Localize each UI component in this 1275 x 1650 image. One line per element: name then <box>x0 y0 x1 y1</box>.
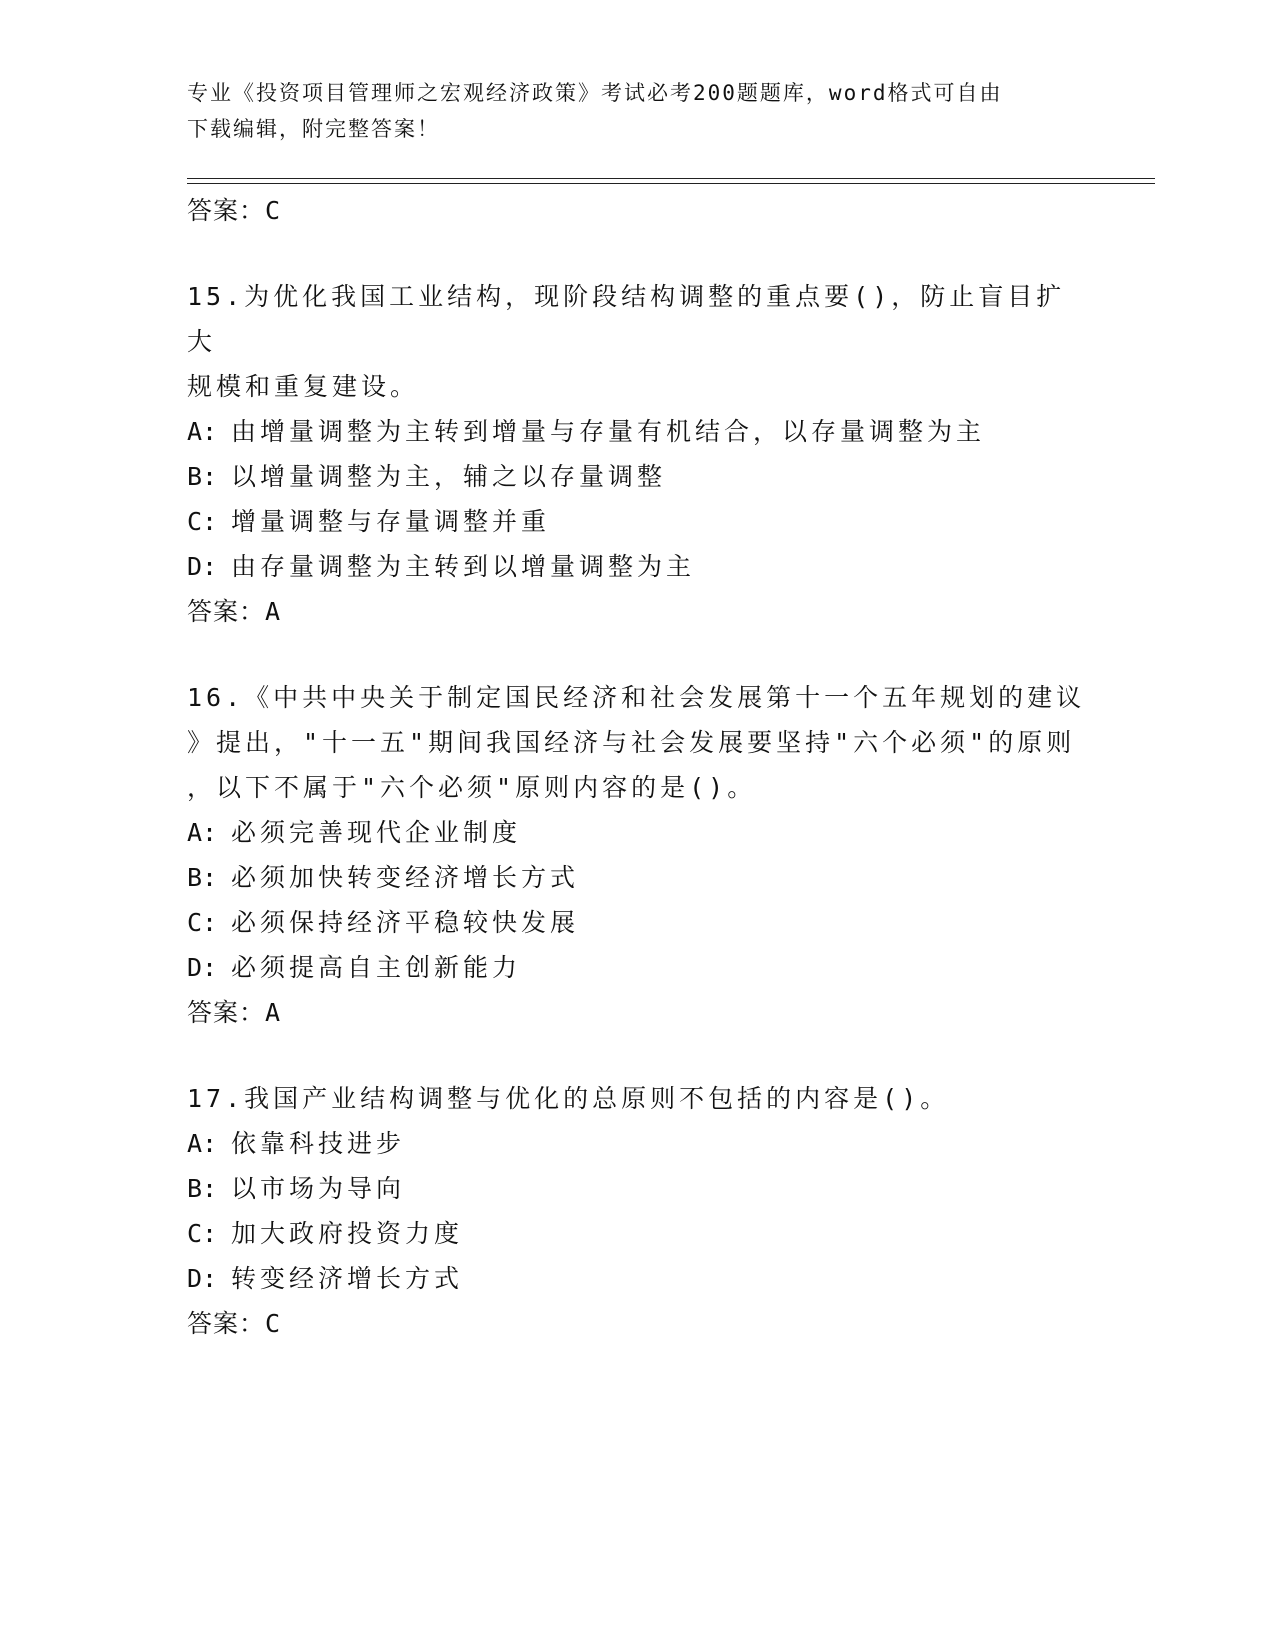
option-text: 必须加快转变经济增长方式 <box>231 863 580 892</box>
question-stem-line: 》提出，"十一五"期间我国经济与社会发展要坚持"六个必须"的原则 <box>187 728 1076 757</box>
question-stem-line: 规模和重复建设。 <box>187 372 420 401</box>
header-line: 专业《投资项目管理师之宏观经济政策》考试必考200题题库，word格式可自由 <box>187 81 1003 105</box>
option-text: 由存量调整为主转到以增量调整为主 <box>231 552 696 581</box>
question-stem-line: 15.为优化我国工业结构，现阶段结构调整的重点要()，防止盲目扩大 <box>187 282 1066 356</box>
question-block <box>187 274 1087 635</box>
document-body <box>187 188 1087 1347</box>
header-line: 下载编辑，附完整答案！ <box>187 117 440 141</box>
answer-value: A <box>265 998 282 1027</box>
option-letter: B: <box>187 462 218 491</box>
answer-label: 答案： <box>187 597 266 626</box>
option-letter: B: <box>187 863 218 892</box>
option-a <box>187 810 1087 855</box>
option-text: 必须保持经济平稳较快发展 <box>231 908 580 937</box>
answer-value: A <box>265 597 282 626</box>
option-letter: D: <box>187 552 218 581</box>
answer-value: C <box>265 1309 282 1338</box>
option-b <box>187 454 1087 499</box>
option-text: 以市场为导向 <box>231 1174 406 1203</box>
question-stem-line: 16.《中共中央关于制定国民经济和社会发展第十一个五年规划的建议 <box>187 683 1086 712</box>
option-text: 增量调整与存量调整并重 <box>231 507 551 536</box>
question-block <box>187 1076 1087 1347</box>
option-c <box>187 900 1087 945</box>
answer-line <box>187 990 1087 1036</box>
answer-label: 答案： <box>187 998 266 1027</box>
option-letter: C: <box>187 1219 218 1248</box>
option-text: 由增量调整为主转到增量与存量有机结合，以存量调整为主 <box>231 417 986 446</box>
option-c <box>187 1211 1087 1256</box>
answer-label: 答案： <box>187 1309 266 1338</box>
option-text: 依靠科技进步 <box>231 1129 406 1158</box>
header-divider <box>187 183 1155 184</box>
option-a <box>187 1121 1087 1166</box>
answer-line <box>187 589 1087 635</box>
option-b <box>187 1166 1087 1211</box>
answer-line <box>187 1301 1087 1347</box>
question-stem-line: 17.我国产业结构调整与优化的总原则不包括的内容是()。 <box>187 1084 950 1113</box>
option-text: 转变经济增长方式 <box>231 1264 464 1293</box>
option-text: 必须完善现代企业制度 <box>231 818 522 847</box>
option-b <box>187 855 1087 900</box>
header-divider <box>187 178 1155 179</box>
document-header <box>187 75 1067 147</box>
answer-label: 答案： <box>187 196 266 225</box>
answer-value: C <box>265 196 282 225</box>
answer-line <box>187 188 1087 234</box>
option-d <box>187 1256 1087 1301</box>
question-block <box>187 675 1087 1036</box>
option-letter: C: <box>187 908 218 937</box>
option-d <box>187 544 1087 589</box>
option-letter: A: <box>187 818 218 847</box>
question-stem-line: ，以下不属于"六个必须"原则内容的是()。 <box>187 773 757 802</box>
option-letter: A: <box>187 1129 218 1158</box>
option-d <box>187 945 1087 990</box>
option-letter: D: <box>187 1264 218 1293</box>
option-text: 以增量调整为主，辅之以存量调整 <box>231 462 667 491</box>
option-letter: B: <box>187 1174 218 1203</box>
option-text: 必须提高自主创新能力 <box>231 953 522 982</box>
option-letter: A: <box>187 417 218 446</box>
option-letter: C: <box>187 507 218 536</box>
option-letter: D: <box>187 953 218 982</box>
option-c <box>187 499 1087 544</box>
option-a <box>187 409 1087 454</box>
option-text: 加大政府投资力度 <box>231 1219 464 1248</box>
